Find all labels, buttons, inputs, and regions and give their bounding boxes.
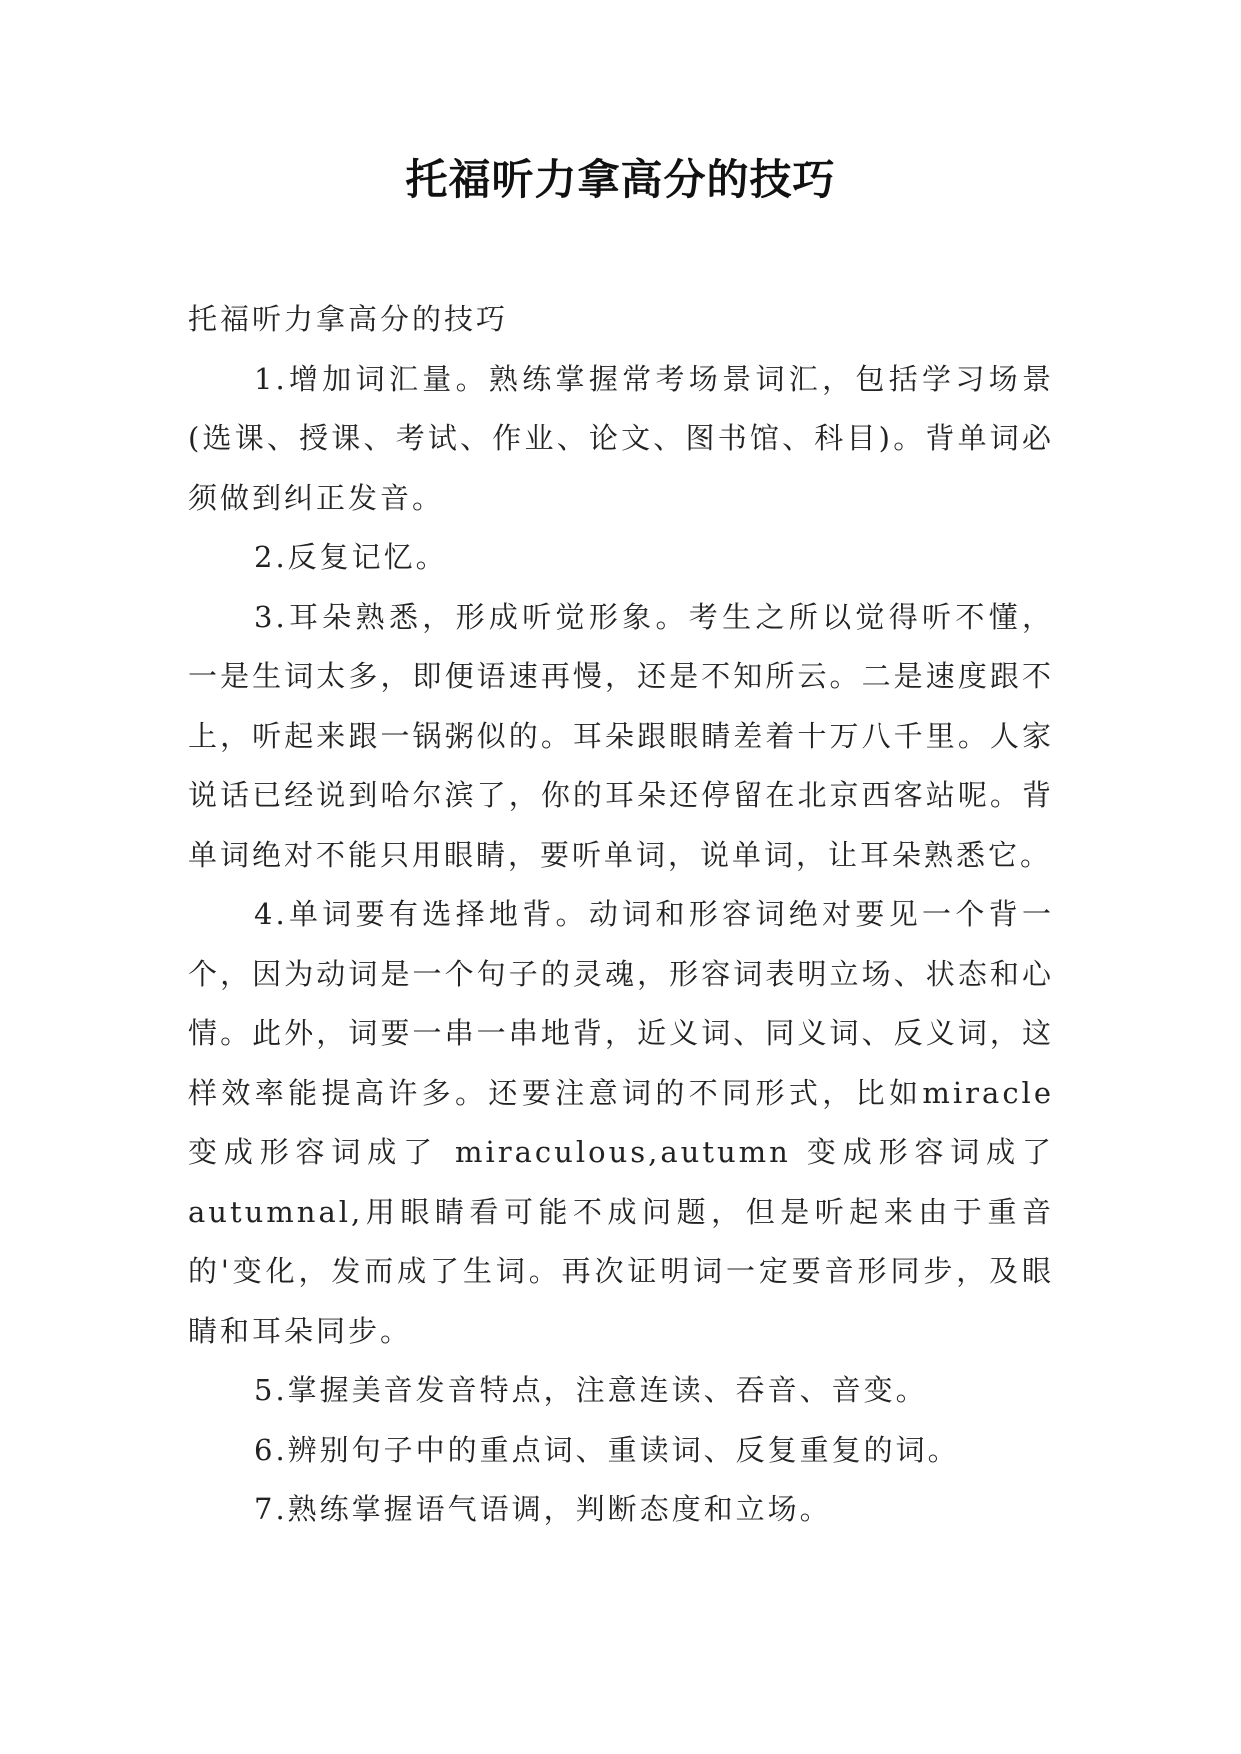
- document-title: 托福听力拿高分的技巧: [405, 155, 836, 204]
- paragraph-3: 3.耳朵熟悉，形成听觉形象。考生之所以觉得听不懂，一是生词太多，即便语速再慢，还是不知所云。二是速度跟不上，听起来跟一锅粥似的。耳朵跟眼睛差着十万八千里。人家说话已经说到哈尔滨了，你的耳朵还停留在北京西客站呢。背单词绝对不能只用眼睛，要听单词，说单词，让耳朵熟悉它。: [188, 599, 1054, 872]
- paragraph-4: 4.单词要有选择地背。动词和形容词绝对要见一个背一个，因为动词是一个句子的灵魂，形容词表明立场、状态和心情。此外，词要一串一串地背，近义词、同义词、反义词，这样效率能提高许多。还要注意词的不同形式，比如miracle变成形容词成了 miraculous,autumn 变成形容词成了autumnal,用眼睛看可能不成问题，但是听起来由于重音的'变化，发而成了生词。再次证明词一定要音形同步，及眼睛和耳朵同步。: [188, 897, 1054, 1348]
- document-subtitle: 托福听力拿高分的技巧: [188, 302, 509, 336]
- paragraph-6: 6.辨别句子中的重点词、重读词、反复重复的词。: [254, 1432, 960, 1467]
- document-body: [188, 290, 1054, 1540]
- paragraph-5: 5.掌握美音发音特点，注意连读、吞音、音变。: [254, 1373, 928, 1407]
- paragraph-1: 1.增加词汇量。熟练掌握常考场景词汇，包括学习场景(选课、授课、考试、作业、论文、图书馆、科目)。背单词必须做到纠正发音。: [188, 361, 1054, 515]
- paragraph-7: 7.熟练掌握语气语调，判断态度和立场。: [254, 1492, 832, 1526]
- paragraph-2: 2.反复记忆。: [254, 540, 448, 574]
